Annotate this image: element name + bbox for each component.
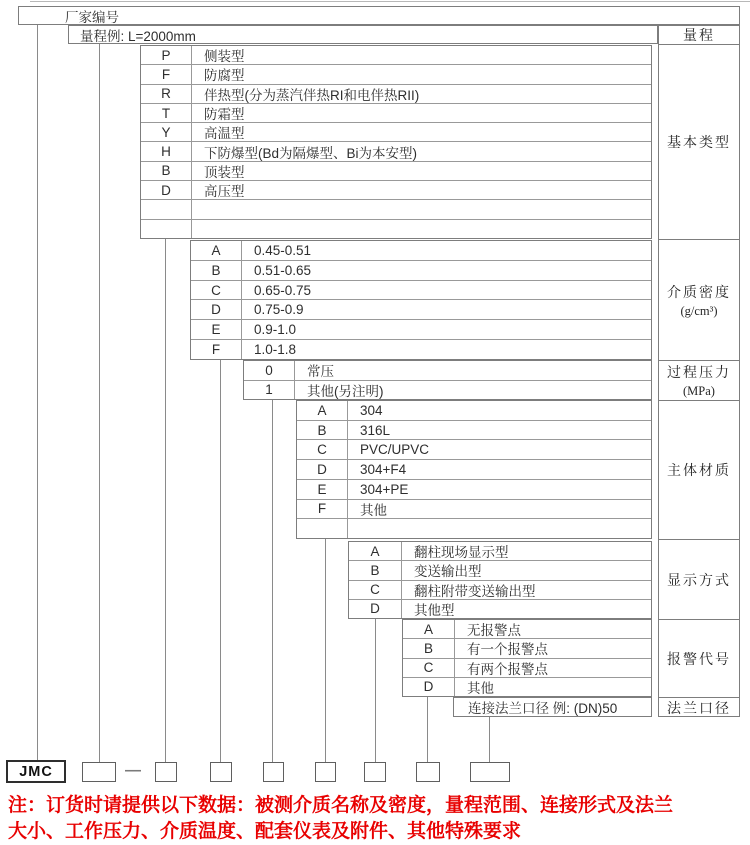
connector-line-flange-size [489,717,490,762]
table-row [297,460,651,480]
desc-cell: 0.65-0.75 [254,282,312,298]
desc-cell: 0.75-0.9 [254,302,304,318]
manufacturer-code-row [18,6,740,25]
desc-cell: 有两个报警点 [467,661,548,677]
table-row [297,421,651,441]
desc-cell: 304+PE [360,481,409,497]
table-row [297,401,651,421]
model-prefix-box: JMC [6,760,66,783]
basic-type-block [140,45,652,239]
desc-cell: 其他(另注明) [307,383,384,399]
table-row [141,142,651,161]
table-row [191,281,651,301]
table-row [244,381,651,400]
code-cell: 1 [244,381,295,400]
desc-cell: 0.9-1.0 [254,322,297,338]
category-density-unit: (g/cm³) [680,303,718,318]
desc-cell: 下防爆型(Bd为隔爆型、Bi为本安型) [204,145,418,161]
desc-cell [192,220,651,238]
code-cell: C [349,581,402,599]
code-cell: C [297,440,348,459]
code-cell: Y [141,123,192,141]
category-pressure: 过程压力 (MPa) [659,361,739,401]
alarm-code-block [402,619,652,697]
code-cell: T [141,104,192,122]
table-row [297,440,651,460]
table-row [349,542,651,561]
table-row [191,320,651,340]
code-cell: D [191,300,242,319]
desc-cell: 无报警点 [467,623,521,639]
table-row [191,241,651,261]
code-box-flange-size [470,762,510,782]
code-cell: H [141,142,192,160]
table-row [191,340,651,359]
desc-cell: 316L [360,422,391,438]
table-row-empty [141,200,651,219]
desc-cell: 0.51-0.65 [254,262,312,278]
range-example-text: 量程例: L=2000mm [80,28,196,44]
connector-line-range [99,44,100,762]
table-row [349,581,651,600]
table-row [141,65,651,84]
desc-cell: 304 [360,402,383,418]
table-row [403,659,651,678]
model-separator-dash: — [125,762,141,779]
code-cell: D [403,678,455,696]
table-row [349,561,651,580]
desc-cell: 顶装型 [204,164,245,180]
code-cell [141,200,192,218]
code-cell: B [191,261,242,280]
flange-size-text: 连接法兰口径 例: (DN)50 [468,701,618,716]
code-cell: A [191,241,242,260]
code-cell: C [191,281,242,300]
code-box-material [315,762,336,782]
code-cell: D [297,460,348,479]
code-box-basic-type [155,762,177,782]
connector-line-density [220,360,221,762]
category-display-mode: 显示方式 [659,540,739,620]
manufacturer-code-label: 厂家编号 [65,9,119,25]
table-row [403,620,651,639]
category-label-column [658,25,740,717]
table-row [141,162,651,181]
code-cell [297,519,348,538]
desc-cell: 1.0-1.8 [254,342,297,358]
code-cell: E [297,480,348,499]
desc-cell: PVC/UPVC [360,442,430,458]
code-cell: E [191,320,242,339]
ordering-note-line1: 注：订货时请提供以下数据：被测介质名称及密度，量程范围、连接形式及法兰 [8,795,674,816]
table-row [403,639,651,658]
table-row [141,123,651,142]
code-box-range [82,762,116,782]
table-row [141,181,651,200]
code-cell: C [403,659,455,677]
table-row-empty [297,519,651,538]
code-cell: A [403,620,455,638]
code-cell: F [191,340,242,359]
desc-cell: 高温型 [204,126,245,142]
code-cell: 0 [244,361,295,380]
desc-cell: 常压 [307,364,334,380]
category-alarm-code: 报警代号 [659,620,739,698]
desc-cell: 翻柱现场显示型 [414,545,509,561]
connector-line-pressure [272,400,273,762]
desc-cell: 防腐型 [204,68,245,84]
flange-size-row [453,697,652,717]
connector-line-manufacturer [37,25,38,760]
category-density: 介质密度 (g/cm³) [659,240,739,361]
code-cell: B [141,162,192,180]
code-cell: D [349,600,402,618]
desc-cell: 0.45-0.51 [254,242,312,258]
category-pressure-unit: (MPa) [683,384,715,398]
table-row [141,104,651,123]
code-cell [141,220,192,238]
code-cell: P [141,46,192,64]
ordering-note [8,793,673,845]
desc-cell: 高压型 [204,184,245,200]
connector-line-display-mode [375,619,376,762]
code-box-pressure [263,762,284,782]
category-material: 主体材质 [659,401,739,540]
category-range: 量程 [659,26,739,45]
desc-cell: 有一个报警点 [467,642,548,658]
desc-cell: 防霜型 [204,107,245,123]
material-block [296,400,652,539]
desc-cell: 其他型 [414,602,455,618]
table-row [297,480,651,500]
table-row [403,678,651,696]
category-flange-size: 法兰口径 [667,702,731,717]
table-row [191,261,651,281]
ordering-note-line2: 大小、工作压力、介质温度、配套仪表及附件、其他特殊要求 [8,821,522,842]
density-block [190,240,652,360]
code-cell: B [297,421,348,440]
desc-cell: 其他 [467,680,494,696]
code-cell: F [141,65,192,83]
desc-cell: 其他 [360,502,387,518]
code-cell: B [349,561,402,579]
table-row-empty [141,220,651,238]
desc-cell: 变送输出型 [414,564,482,580]
code-cell: R [141,85,192,103]
table-row [297,500,651,520]
code-cell: A [297,401,348,420]
range-example-row [68,25,658,44]
connector-line-material [325,539,326,762]
table-row [141,46,651,65]
table-row [349,600,651,618]
connector-line-basic-type [165,239,166,762]
table-row [191,300,651,320]
desc-cell [348,519,651,538]
code-box-alarm-code [416,762,440,782]
desc-cell: 304+F4 [360,462,407,478]
code-cell: D [141,181,192,199]
desc-cell: 翻柱附带变送输出型 [414,583,536,599]
code-cell: A [349,542,402,560]
desc-cell: 侧装型 [204,49,245,65]
code-box-density [210,762,232,782]
code-cell: F [297,500,348,519]
desc-cell: 伴热型(分为蒸汽伴热RI和电伴热RII) [204,87,420,103]
code-cell: B [403,639,455,657]
display-mode-block [348,541,652,619]
connector-line-alarm-code [427,697,428,762]
pressure-block [243,360,652,400]
top-border-line [30,1,750,2]
code-box-display-mode [364,762,386,782]
table-row [141,85,651,104]
category-basic-type: 基本类型 [659,45,739,240]
table-row [244,361,651,381]
desc-cell [192,200,651,218]
